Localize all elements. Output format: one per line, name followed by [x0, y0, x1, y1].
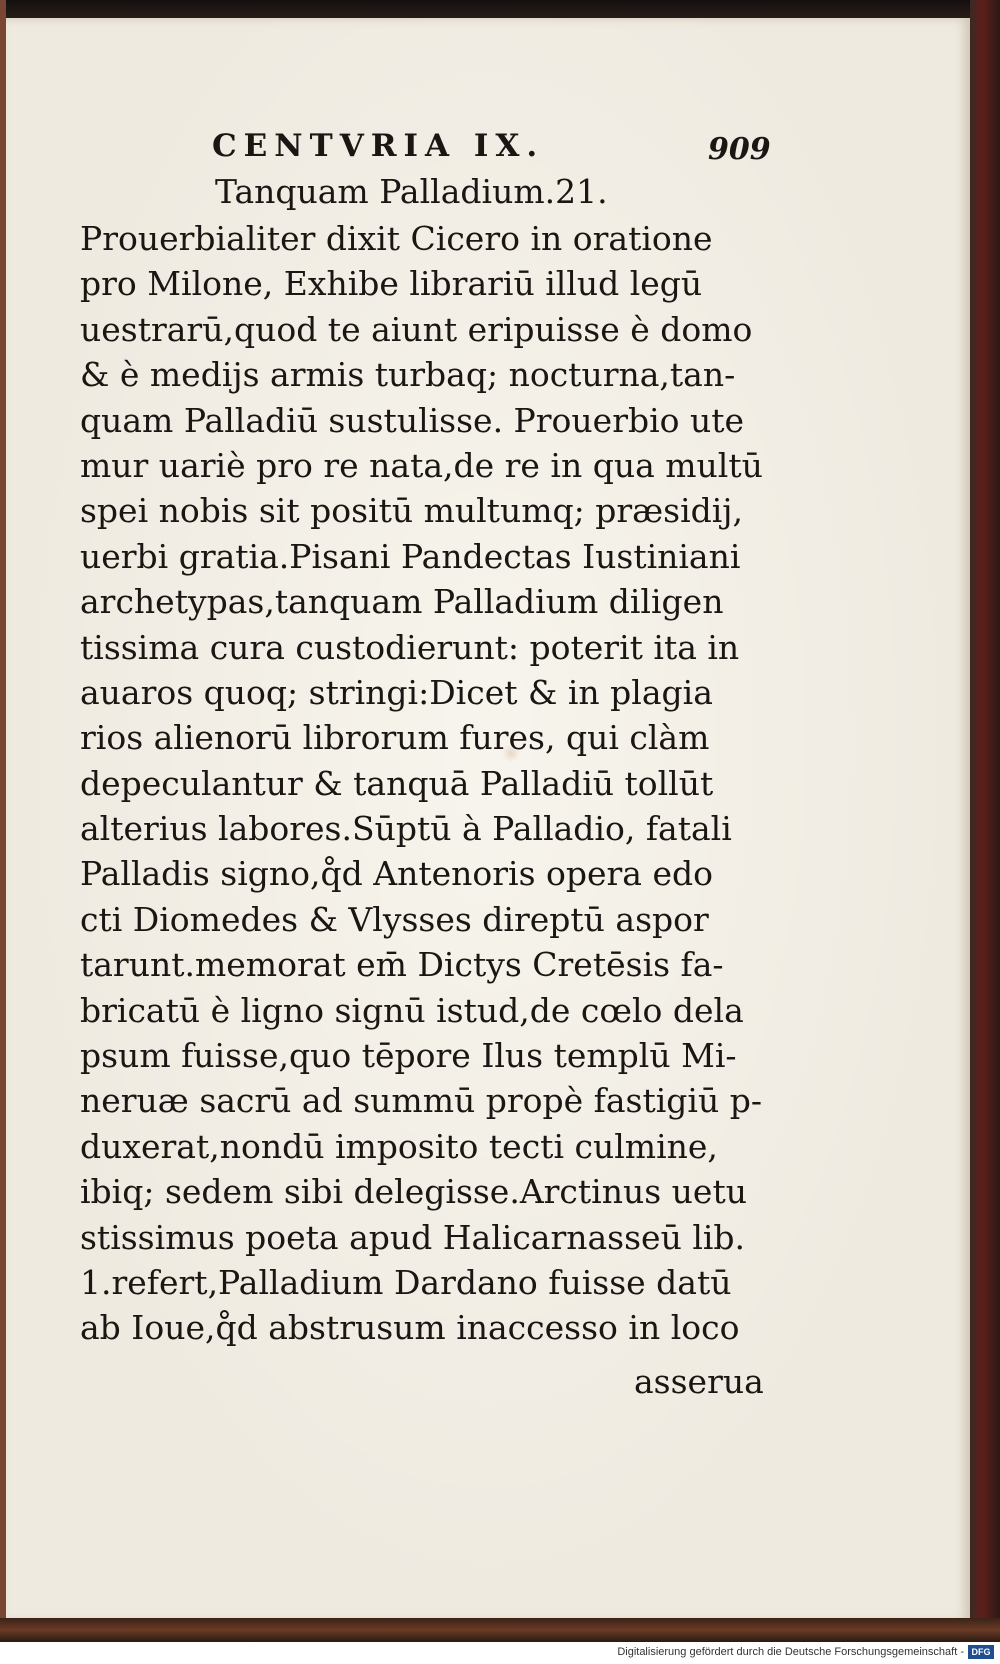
text-line: archetypas,tanquam Palladium diligen: [80, 582, 724, 622]
text-line: stissimus poeta apud Halicarnasseū lib.: [80, 1217, 746, 1257]
funding-credit: Digitalisierung gefördert durch die Deutsche Forschungsgemeinschaft -: [617, 1646, 964, 1658]
text-line: pro Milone, Exhibe librariū illud legū: [80, 264, 703, 304]
text-line: bricatū è ligno signū istud,de cœlo dela: [80, 990, 744, 1030]
text-line: depeculantur & tanquā Palladiū tollūt: [80, 763, 714, 803]
text-line: rios alienorū librorum fures, qui clàm: [80, 718, 710, 758]
text-line: quam Palladiū sustulisse. Prouerbio ute: [80, 400, 745, 440]
section-title: Tanquam Palladium.21.: [215, 172, 608, 211]
text-line: neruæ sacrū ad summū propè fastigiū p-: [80, 1081, 762, 1121]
text-line: psum fuisse,quo tēpore Ilus templū Mi-: [80, 1036, 737, 1076]
text-line: & è medijs armis turbaq; nocturna,tan-: [80, 355, 736, 395]
body-text: [80, 216, 780, 1351]
text-line: Prouerbialiter dixit Cicero in oratione: [80, 219, 713, 258]
text-line: uerbi gratia.Pisani Pandectas Iustiniani: [80, 536, 741, 576]
text-line: alterius labores.Sūptū à Palladio, fatali: [80, 809, 732, 849]
scan-right-edge: [970, 0, 1000, 1664]
running-head: CENTVRIA IX.: [212, 128, 545, 164]
catchword: asserua: [634, 1362, 764, 1401]
text-line: Palladis signo,q̊d Antenoris opera edo: [80, 854, 713, 894]
text-line: duxerat,nondū imposito tecti culmine,: [80, 1126, 718, 1166]
text-line: spei nobis sit positū multumq; præsidij,: [80, 491, 744, 531]
dfg-logo: DFG: [968, 1645, 994, 1659]
text-line: auaros quoq; stringi:Dicet & in plagia: [80, 672, 713, 712]
text-line: 1.refert,Palladium Dardano fuisse datū: [80, 1262, 732, 1302]
scan-bottom-frame: [0, 1618, 1000, 1642]
text-line: tissima cura custodierunt: poterit ita in: [80, 627, 740, 667]
text-line: uestrarū,quod te aiunt eripuisse è domo: [80, 309, 753, 349]
text-line: ab Ioue,q̊d abstrusum inaccesso in loco: [80, 1308, 740, 1348]
text-line: cti Diomedes & Vlysses direptū aspor: [80, 899, 709, 939]
page-number: 909: [708, 132, 771, 167]
footer-bar: [0, 1642, 1000, 1664]
text-line: ibiq; sedem sibi delegisse.Arctinus uetu: [80, 1172, 747, 1212]
text-line: tarunt.memorat em̄ Dictys Cretēsis fa-: [80, 945, 724, 985]
text-line: mur uariè pro re nata,de re in qua multū: [80, 445, 763, 485]
